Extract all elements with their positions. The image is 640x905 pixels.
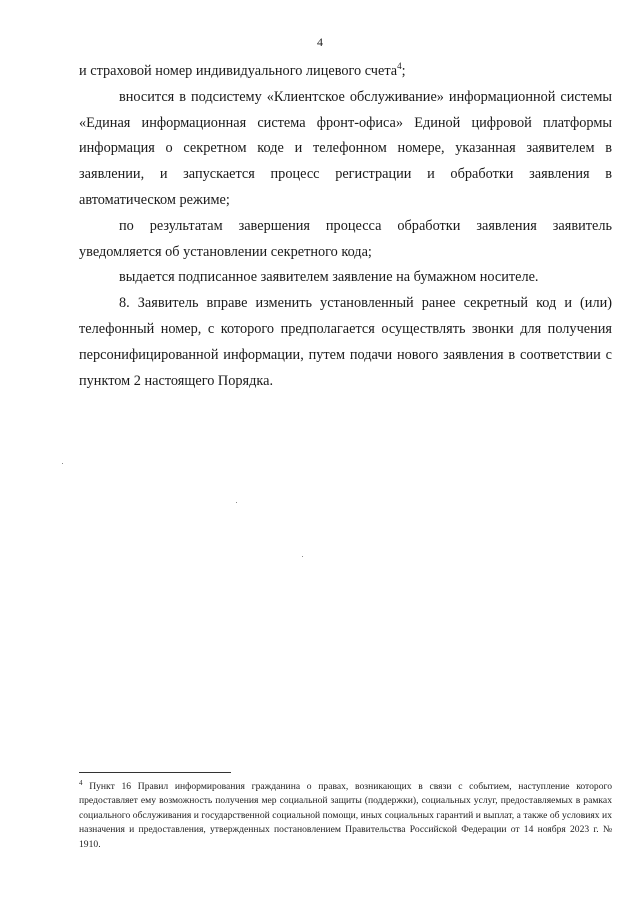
- footnote-marker: 4: [79, 778, 83, 787]
- document-body: [79, 59, 612, 394]
- scan-speck: [62, 463, 63, 464]
- paragraph-paper-copy: выдается подписанное заявителем заявление на бумажном носителе.: [119, 269, 539, 286]
- paragraph-item-8: 8. Заявитель вправе изменить установленный ранее секретный код и (или) телефонный номер, с которого предполагается осуществлять звонки для получения персонифицированной информации, путем подачи нового заявления в соответствии с пунктом 2 настоящего Порядка.: [79, 295, 612, 389]
- footnote-reference: 4: [397, 61, 402, 72]
- footnote: [79, 780, 612, 852]
- paragraph-text: и страховой номер индивидуального лицевого счета: [79, 63, 398, 79]
- paragraph-punctuation: ;: [401, 63, 406, 79]
- scan-speck: [302, 556, 303, 557]
- footnote-text: Пункт 16 Правил информирования гражданина о правах, возникающих в связи с событием, наступление которого предоставляет ему возможность получения мер социальной защиты (поддержки), социальных услуг, предоставляемых в рамках социального обслуживания и государственной социальной помощи, иных социальных гарантий и выплат, а также об условиях их назначения и предоставления, утвержденных постановлением Правительства Российской Федерации от 14 ноября 2023 г. № 1910.: [79, 781, 612, 850]
- scan-speck: [236, 502, 237, 503]
- paragraph-notification: по результатам завершения процесса обработки заявления заявитель уведомляется об установлении секретного кода;: [79, 217, 612, 260]
- footnote-text-block: [79, 780, 612, 852]
- paragraph-continuation: [79, 59, 612, 85]
- paragraph-registration: вносится в подсистему «Клиентское обслуживание» информационной системы «Единая информационная система фронт-офиса» Единой цифровой платформы информация о секретном коде и телефонном номере, указанная заявителем в заявлении, и запускается процесс регистрации и обработки заявления в автоматическом режиме;: [79, 88, 612, 208]
- page-number: 4: [317, 35, 323, 49]
- footnote-separator: [79, 772, 231, 773]
